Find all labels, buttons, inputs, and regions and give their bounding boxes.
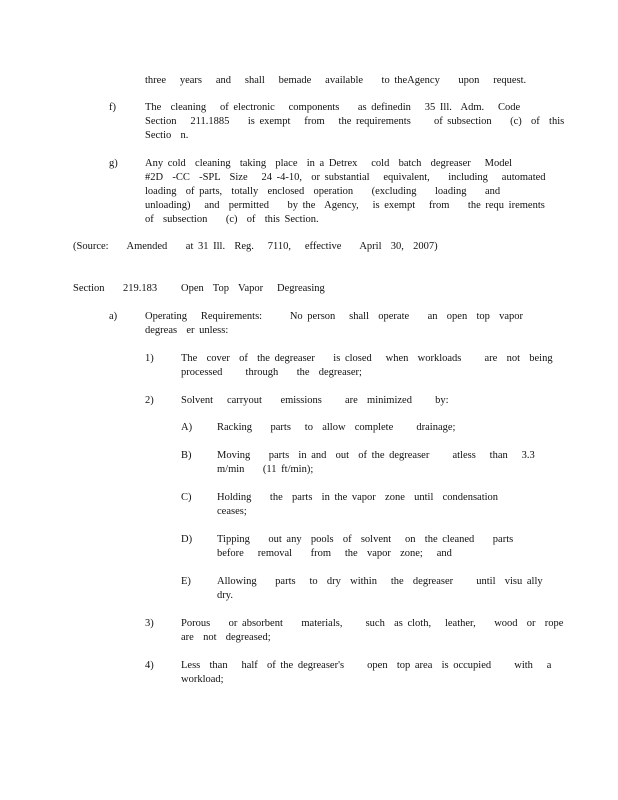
item-4-line-2: workload; — [181, 674, 224, 685]
item-B-line-1: Moving parts in and out of the degreaser atless than 3.3 — [217, 450, 535, 461]
item-g-line-2: #2D -CC -SPL Size 24 -4-10, or substantial equivalent, including automated — [145, 172, 546, 183]
item-a-line-1: Operating Requirements: No person shall operate an open top vapor — [145, 311, 524, 322]
item-3-label: 3) — [145, 618, 154, 629]
item-C-line-2: ceases; — [217, 506, 247, 517]
item-E-line-2: dry. — [217, 590, 233, 601]
item-f-line-1: The cleaning of electronic components as definedin 35 Ill. Adm. Code — [145, 102, 521, 113]
item-D-label: D) — [181, 534, 193, 545]
item-E-line-1: Allowing parts to dry within the degreaser until visu ally — [217, 576, 543, 587]
item-1-line-1: The cover of the degreaser is closed when workloads are not being — [181, 353, 553, 364]
item-f-label: f) — [109, 102, 116, 113]
item-E-label: E) — [181, 576, 191, 587]
item-g-line-5: of subsection (c) of this Section. — [145, 214, 319, 225]
item-B-label: B) — [181, 450, 192, 461]
item-1-label: 1) — [145, 353, 154, 364]
item-2-label: 2) — [145, 395, 154, 406]
item-D-line-1: Tipping out any pools of solvent on the cleaned parts — [217, 534, 514, 545]
item-f-line-3: Sectio n. — [145, 130, 189, 141]
item-a-line-2: degreas er unless: — [145, 325, 229, 336]
item-C-line-1: Holding the parts in the vapor zone until condensation — [217, 492, 499, 503]
item-2-line-1: Solvent carryout emissions are minimized by: — [181, 395, 449, 406]
item-D-line-2: before removal from the vapor zone; and — [217, 548, 452, 559]
item-A-line-1: Racking parts to allow complete drainage; — [217, 422, 456, 433]
item-A-label: A) — [181, 422, 193, 433]
item-g-label: g) — [109, 158, 118, 169]
item-1-line-2: processed through the degreaser; — [181, 367, 362, 378]
item-g-line-4: unloading) and permitted by the Agency, is exempt from the requ irements — [145, 200, 545, 211]
section-title: Open Top Vapor Degreasing — [181, 283, 325, 294]
item-f-line-2: Section 211.1885 is exempt from the requirements of subsection (c) of this — [145, 116, 565, 127]
item-a-label: a) — [109, 311, 118, 322]
item-3-line-2: are not degreased; — [181, 632, 271, 643]
item-g-line-3: loading of parts, totally enclosed operation (excluding loading and — [145, 186, 501, 197]
section-number: Section 219.183 — [73, 283, 158, 294]
item-4-line-1: Less than half of the degreaser's open top area is occupied with a — [181, 660, 552, 671]
item-C-label: C) — [181, 492, 192, 503]
item-3-line-1: Porous or absorbent materials, such as cloth, leather, wood or rope — [181, 618, 564, 629]
continuation-text: three years and shall bemade available to theAgency upon request. — [145, 75, 527, 86]
source-note: (Source: Amended at 31 Ill. Reg. 7110, effective April 30, 2007) — [73, 241, 438, 252]
item-B-line-2: m/min (11 ft/min); — [217, 464, 314, 475]
item-4-label: 4) — [145, 660, 154, 671]
item-g-line-1: Any cold cleaning taking place in a Detrex cold batch degreaser Model — [145, 158, 513, 169]
